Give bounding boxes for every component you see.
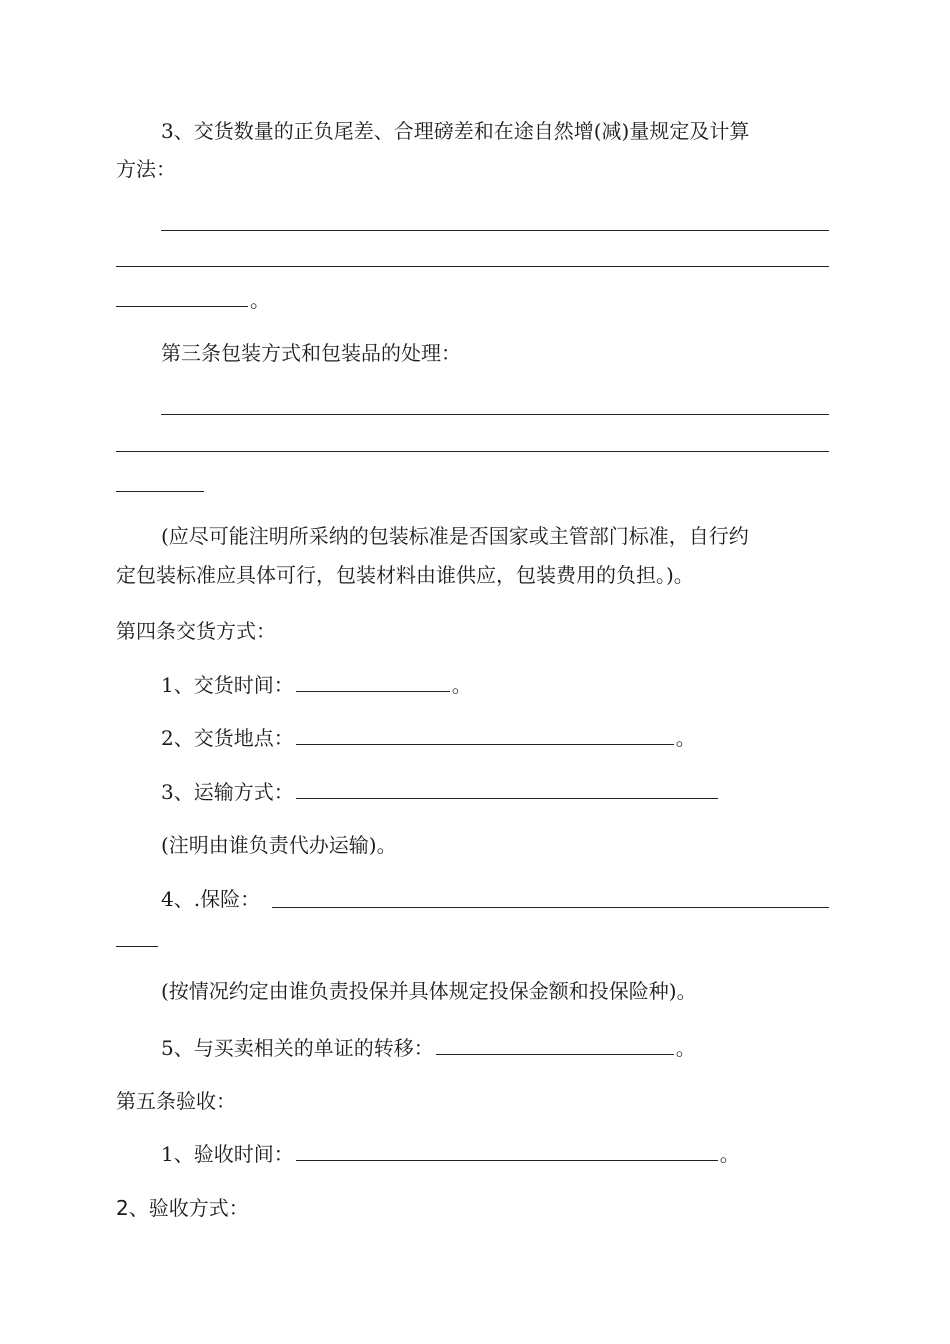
period-mark: 。 [250,288,270,312]
delivery-place-label: 2、交货地点： [161,726,294,750]
insurance-blank-cont[interactable] [116,946,158,947]
delivery-place-blank[interactable] [296,724,674,745]
clause3-heading: 第三条包装方式和包装品的处理： [161,341,461,365]
transport-note: (注明由谁负责代办运输)。 [161,833,397,857]
fill-blank-line[interactable] [116,266,829,267]
clause4-heading: 第四条交货方式： [116,619,276,643]
acceptance-time-row [161,1140,740,1168]
fill-blank-line[interactable] [116,306,248,307]
fill-blank-line[interactable] [161,414,829,415]
delivery-time-row [161,671,472,699]
period-mark: 。 [675,726,696,750]
clause3-note: (应尽可能注明所采纳的包装标准是否国家或主管部门标准，自行约 [161,524,749,548]
clause5-heading: 第五条验收： [116,1089,236,1113]
transport-label: 3、运输方式： [161,780,294,804]
clause3-note-cont: 定包装标准应具体可行，包装材料由谁供应，包装费用的负担。)。 [116,563,694,587]
documents-label: 5、与买卖相关的单证的转移： [161,1036,434,1060]
acceptance-time-label: 1、验收时间： [161,1142,294,1166]
transport-blank[interactable] [296,778,718,799]
documents-blank[interactable] [436,1034,674,1055]
clause2-item3-text-cont: 方法： [116,157,176,181]
period-mark: 。 [675,1036,696,1060]
insurance-row [161,885,260,913]
transport-row [161,778,720,806]
period-mark: 。 [719,1142,740,1166]
delivery-time-blank[interactable] [296,671,450,692]
delivery-time-label: 1、交货时间： [161,673,294,697]
fill-blank-line[interactable] [116,491,204,492]
fill-blank-line[interactable] [116,451,829,452]
acceptance-time-blank[interactable] [296,1140,718,1161]
acceptance-method-row: 2、验收方式： [116,1196,249,1220]
insurance-blank[interactable] [272,907,829,908]
clause2-item3-text: 3、交货数量的正负尾差、合理磅差和在途自然增(减)量规定及计算 [161,119,750,143]
insurance-label: 4、.保险： [161,887,261,911]
delivery-place-row [161,724,696,752]
fill-blank-line[interactable] [161,230,829,231]
documents-row [161,1034,696,1062]
period-mark: 。 [451,673,472,697]
insurance-note: (按情况约定由谁负责投保并具体规定投保金额和投保险种)。 [161,979,697,1003]
